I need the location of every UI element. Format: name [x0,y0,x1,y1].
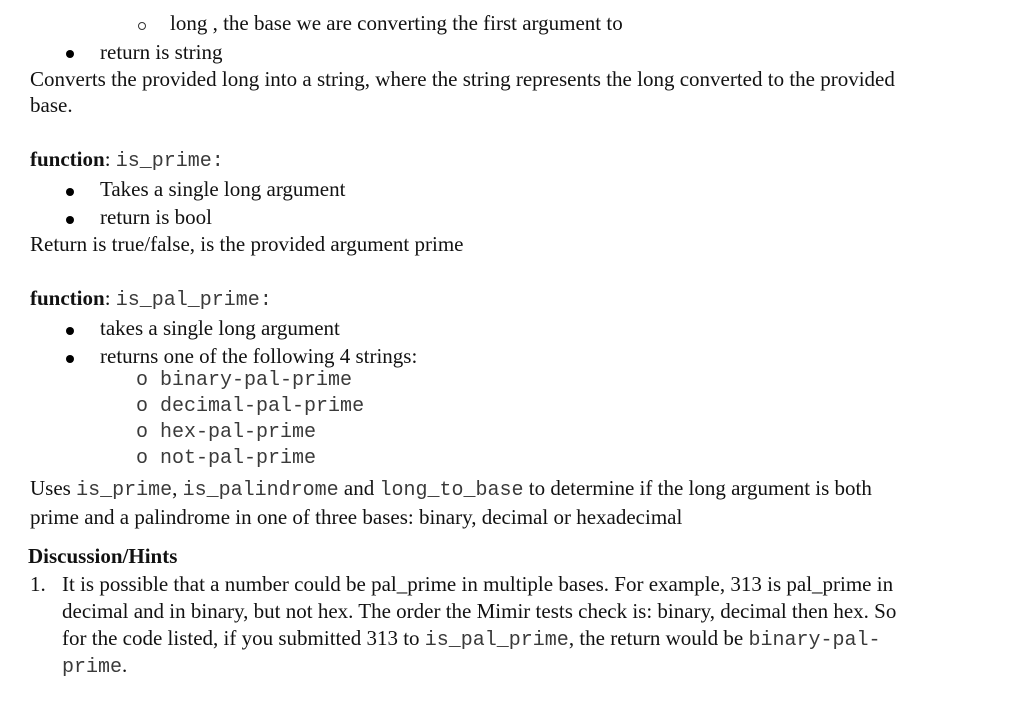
hint-text: It is possible that a number could be pal_prime in multiple bases. For example, 313 is pal_prime in [62,572,894,596]
label-colon: : [104,286,116,310]
code-long-to-base: long_to_base [379,479,524,502]
bullet-text: returns one of the following 4 strings: [100,344,418,368]
code-prime: prime [62,656,123,679]
sub-bullet-circle-icon [138,10,146,36]
desc-text: , [172,476,183,500]
hint-number: 1. [30,572,46,596]
return-value-item [136,394,364,420]
desc-text: to determine if the long argument is both [523,476,872,500]
bullet-dot-icon [66,343,74,369]
bullet-text: Takes a single long argument [100,177,346,201]
function-description [30,475,872,504]
section-heading-discussion: Discussion/Hints [28,544,178,568]
bullet-dot-icon [66,204,74,230]
sub-bullet-o-icon: o [136,395,149,418]
function-name: is_prime [115,150,212,173]
function-heading-is-prime [30,146,224,175]
bullet-dot-icon [66,315,74,341]
function-label: function [30,147,105,171]
hint-text: for the code listed, if you submitted 313 to [62,626,425,650]
name-colon: : [211,150,224,173]
function-name: is_pal_prime [115,289,260,312]
hint-text: , the return would be [568,626,749,650]
sub-bullet-o-icon: o [136,369,149,392]
return-value-item [136,420,316,446]
sub-bullet-o-icon: o [136,447,149,470]
return-value: binary-pal-prime [160,369,353,392]
return-value-item [136,446,316,472]
label-colon: : [104,147,116,171]
arg-description: long , the base we are converting the first argument to [170,11,623,35]
desc-text: and [338,476,380,500]
return-type: return is string [100,40,223,64]
function-description: Converts the provided long into a string, where the string represents the long converted to the provided [30,67,895,91]
function-label: function [30,286,105,310]
bullet-text: return is bool [100,205,212,229]
function-description-cont: prime and a palindrome in one of three bases: binary, decimal or hexadecimal [30,505,683,529]
function-description-cont: base. [30,93,73,117]
hint-text: . [122,653,128,677]
hint-text-cont: decimal and in binary, but not hex. The order the Mimir tests check is: binary, decimal then hex. So [62,599,897,623]
code-is-pal-prime: is_pal_prime [424,629,569,652]
return-value: hex-pal-prime [160,421,317,444]
code-is-palindrome: is_palindrome [182,479,339,502]
function-heading-is-pal-prime [30,285,272,314]
bullet-text: takes a single long argument [100,316,340,340]
desc-text: Uses [30,476,77,500]
code-is-prime: is_prime [76,479,173,502]
return-value: decimal-pal-prime [160,395,365,418]
hint-text-cont [62,625,880,654]
bullet-dot-icon [66,38,74,64]
hint-text-cont [62,652,127,681]
function-description: Return is true/false, is the provided argument prime [30,232,464,256]
bullet-dot-icon [66,176,74,202]
code-binary-pal-prime: binary-pal- [748,629,881,652]
return-value: not-pal-prime [160,447,317,470]
sub-bullet-o-icon: o [136,421,149,444]
name-colon: : [259,289,272,312]
return-value-item [136,368,352,394]
